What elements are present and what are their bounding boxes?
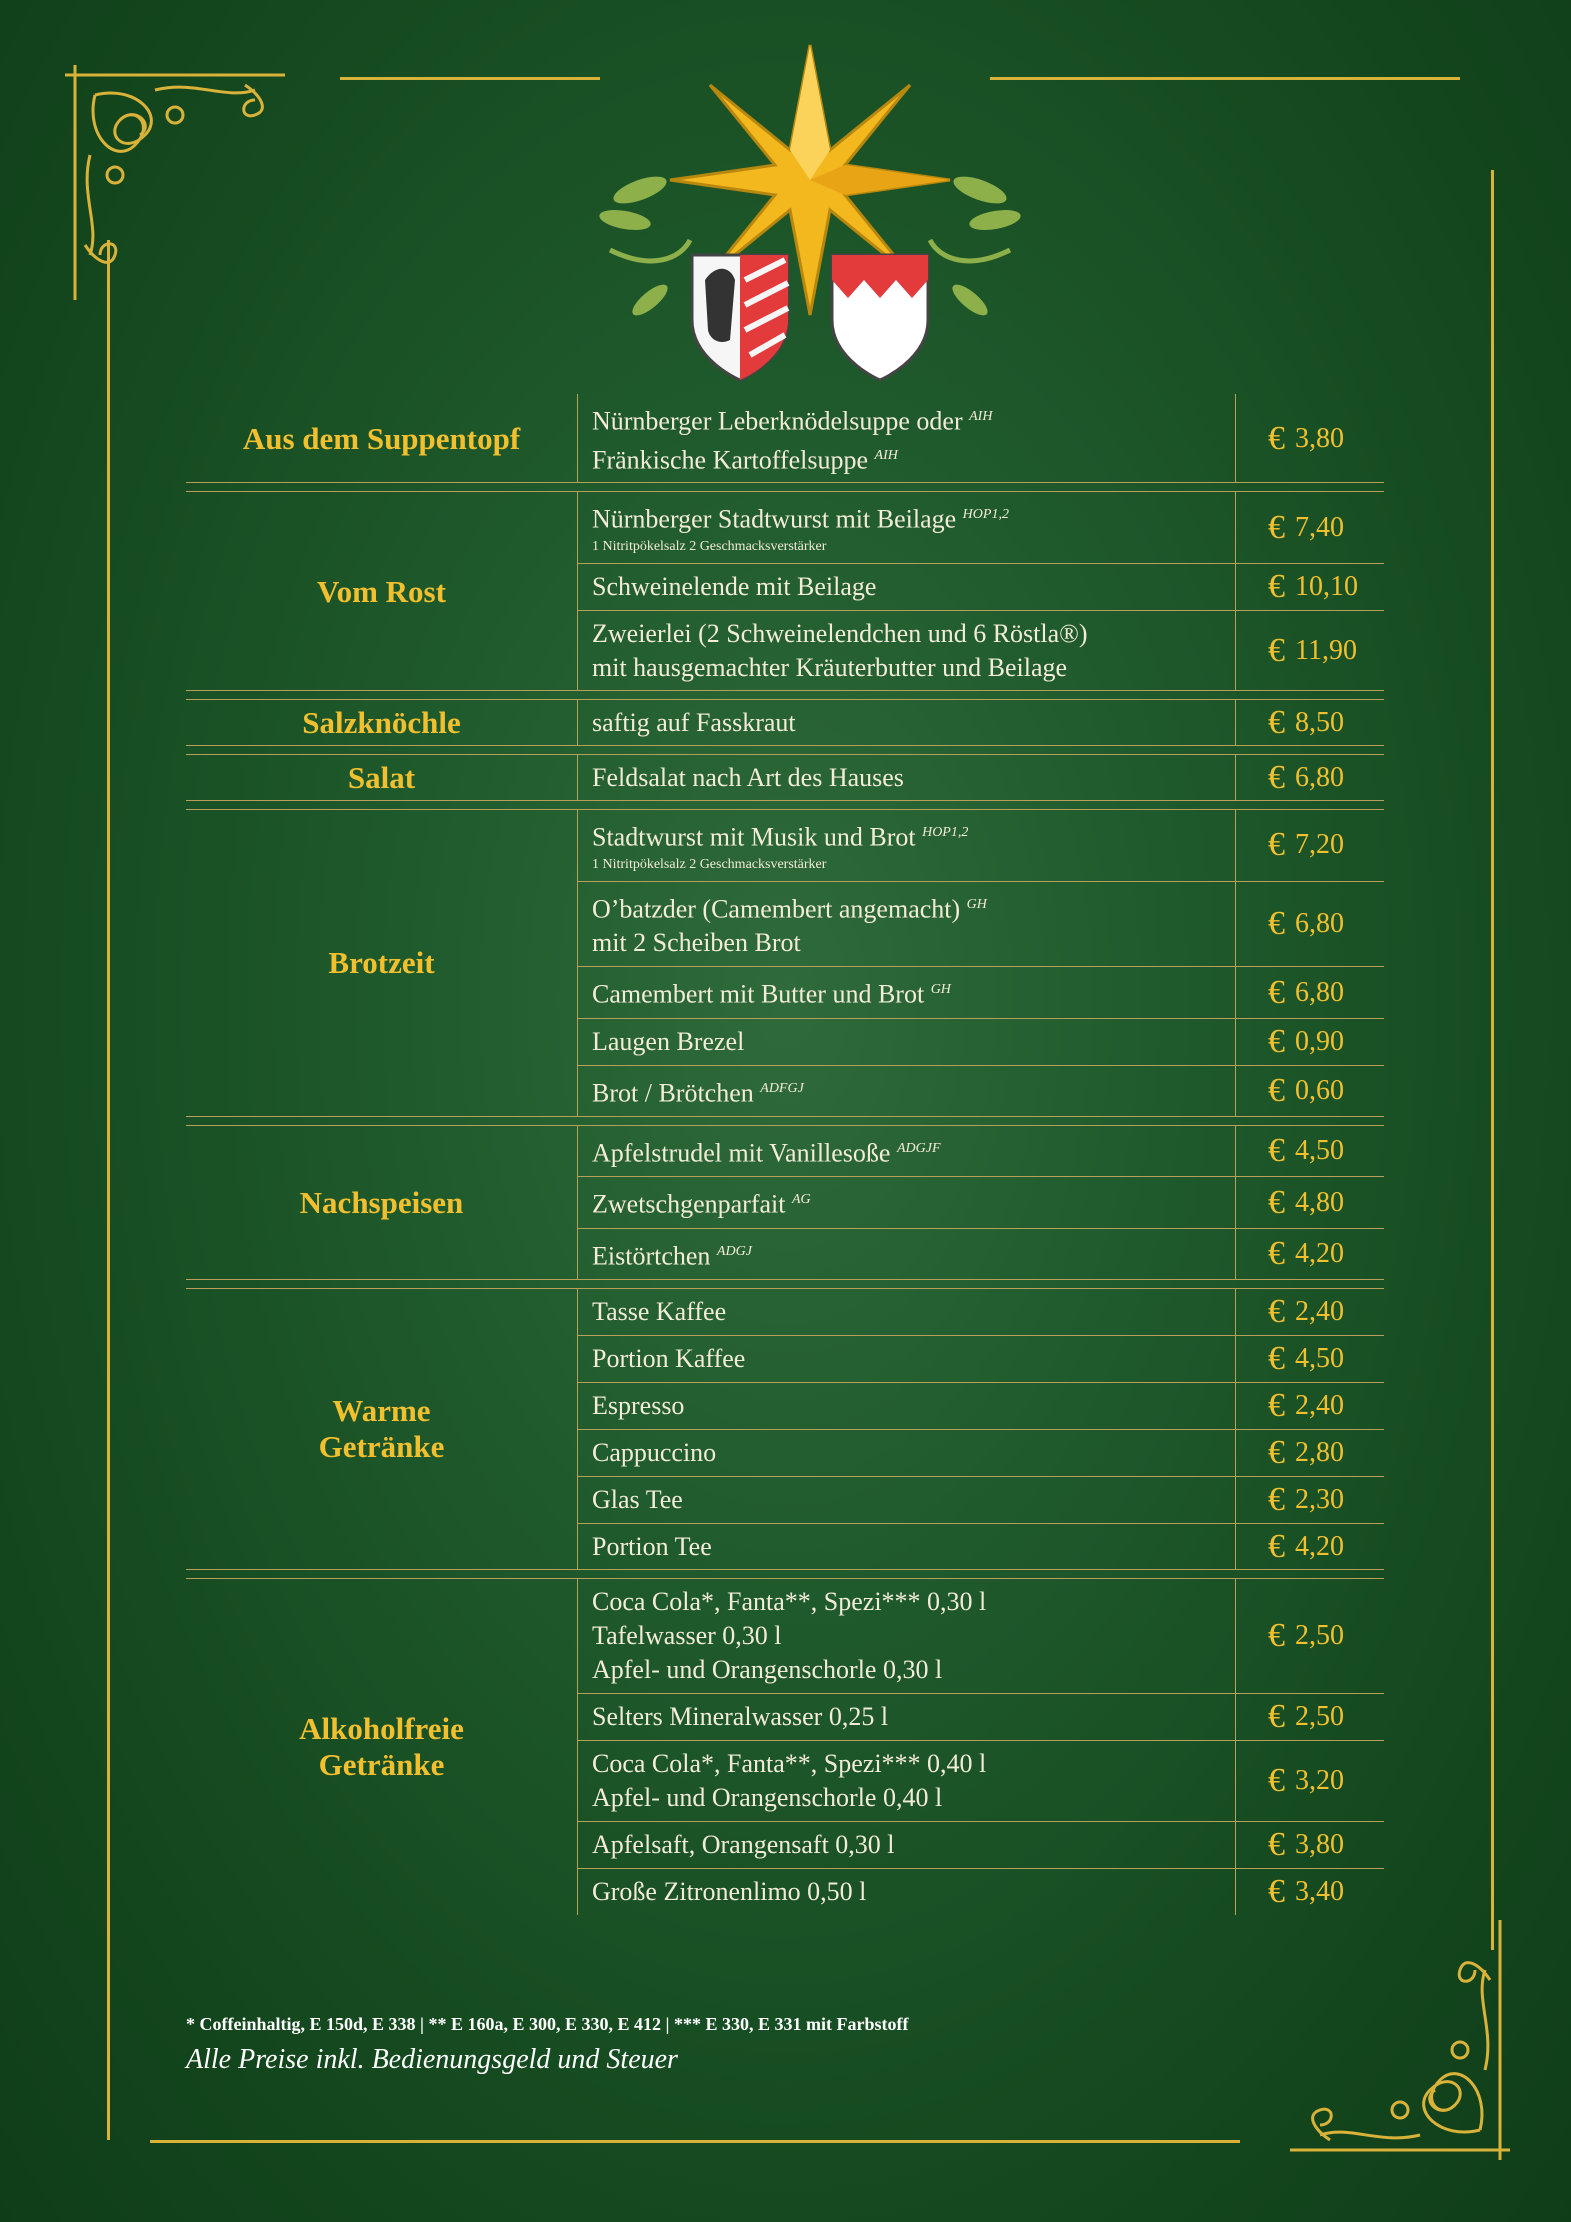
item-text: mit 2 Scheiben Brot — [592, 928, 801, 958]
euro-sign: € — [1268, 1072, 1285, 1110]
item-price — [1236, 810, 1384, 881]
euro-sign: € — [1268, 1183, 1285, 1221]
euro-sign: € — [1268, 758, 1285, 796]
item-price — [1236, 1741, 1384, 1821]
menu-item — [578, 967, 1384, 1019]
item-price — [1236, 1822, 1384, 1868]
item-description — [578, 1477, 1236, 1523]
menu-section — [186, 1288, 1384, 1570]
euro-sign: € — [1268, 1386, 1285, 1424]
menu-item — [578, 1741, 1384, 1822]
allergen-code: AG — [791, 1192, 811, 1208]
menu-item — [578, 1336, 1384, 1383]
price-value: 3,20 — [1295, 1764, 1344, 1796]
menu-item — [578, 611, 1384, 691]
item-text: Feldsalat nach Art des Hauses — [592, 762, 904, 792]
menu-item — [578, 1524, 1384, 1570]
item-price — [1236, 611, 1384, 691]
item-text: Zweierlei (2 Schweinelendchen und 6 Röstla®) — [592, 618, 1088, 648]
category-heading: Salzknöchle — [302, 704, 461, 740]
euro-sign: € — [1268, 826, 1285, 864]
menu-item — [578, 1694, 1384, 1741]
price-value: 3,40 — [1295, 1875, 1344, 1907]
item-text: Fränkische Kartoffelsuppe — [592, 445, 869, 475]
item-price — [1236, 1524, 1384, 1570]
price-value: 2,30 — [1295, 1483, 1344, 1515]
item-description — [578, 882, 1236, 967]
price-value: 2,40 — [1295, 1389, 1344, 1421]
euro-sign: € — [1268, 1235, 1285, 1273]
item-text: Camembert mit Butter und Brot — [592, 979, 925, 1009]
frame-left-line — [107, 240, 110, 2140]
allergen-code: HOP1,2 — [962, 507, 1009, 523]
price-value: 2,50 — [1295, 1700, 1344, 1732]
item-price — [1236, 1579, 1384, 1693]
frame-top-left-line — [340, 77, 600, 80]
menu-item — [578, 1579, 1384, 1694]
frame-right-line — [1491, 170, 1494, 1950]
euro-sign: € — [1268, 1872, 1285, 1910]
allergen-code: ADFGJ — [760, 1080, 804, 1096]
item-price — [1236, 1336, 1384, 1382]
item-text: Coca Cola*, Fanta**, Spezi*** 0,30 l — [592, 1586, 987, 1616]
item-price — [1236, 967, 1384, 1018]
menu-section — [186, 754, 1384, 801]
item-text: Espresso — [592, 1390, 685, 1420]
menu-item — [578, 1066, 1384, 1117]
allergen-code: ADGJF — [896, 1140, 941, 1156]
menu-section — [186, 699, 1384, 746]
menu-item — [578, 1430, 1384, 1477]
menu-item — [578, 810, 1384, 882]
price-value: 6,80 — [1295, 976, 1344, 1008]
euro-sign: € — [1268, 508, 1285, 546]
euro-sign: € — [1268, 1825, 1285, 1863]
euro-sign: € — [1268, 904, 1285, 942]
item-description — [578, 1336, 1236, 1382]
item-text: mit hausgemachter Kräuterbutter und Beilage — [592, 652, 1068, 682]
item-price — [1236, 1869, 1384, 1915]
item-price — [1236, 1177, 1384, 1228]
item-text: Apfel- und Orangenschorle 0,30 l — [592, 1654, 943, 1684]
price-value: 7,20 — [1295, 829, 1344, 861]
price-value: 3,80 — [1295, 1828, 1344, 1860]
menu-item — [578, 1477, 1384, 1524]
item-text: Apfelstrudel mit Vanillesoße — [592, 1138, 891, 1168]
euro-sign: € — [1268, 1131, 1285, 1169]
menu-item — [578, 755, 1384, 801]
item-description — [578, 1177, 1236, 1228]
menu-item — [578, 700, 1384, 746]
price-value: 6,80 — [1295, 761, 1344, 793]
item-price — [1236, 492, 1384, 563]
franconian-shield-icon — [832, 255, 928, 380]
item-text: Tasse Kaffee — [592, 1296, 727, 1326]
item-text: Stadtwurst mit Musik und Brot — [592, 822, 916, 852]
tax-note: Alle Preise inkl. Bedienungsgeld und Steuer — [186, 2044, 678, 2075]
item-text: Brot / Brötchen — [592, 1078, 754, 1108]
item-text: Schweinelende mit Beilage — [592, 571, 877, 601]
item-price — [1236, 1126, 1384, 1177]
item-price — [1236, 1289, 1384, 1335]
euro-sign: € — [1268, 1616, 1285, 1654]
item-description — [578, 1126, 1236, 1177]
allergen-code: HOP1,2 — [922, 824, 969, 840]
item-text: Portion Kaffee — [592, 1343, 746, 1373]
item-text: saftig auf Fasskraut — [592, 707, 796, 737]
price-value: 2,50 — [1295, 1619, 1344, 1651]
euro-sign: € — [1268, 1527, 1285, 1565]
price-value: 2,40 — [1295, 1295, 1344, 1327]
euro-sign: € — [1268, 1480, 1285, 1518]
item-text: Coca Cola*, Fanta**, Spezi*** 0,40 l — [592, 1748, 987, 1778]
menu-item — [578, 1869, 1384, 1915]
item-price — [1236, 394, 1384, 483]
item-text: Zwetschgenparfait — [592, 1189, 786, 1219]
price-value: 10,10 — [1295, 570, 1358, 602]
allergen-code: AIH — [969, 409, 993, 424]
price-value: 4,50 — [1295, 1134, 1344, 1166]
category-heading: Aus dem Suppentopf — [242, 420, 521, 456]
menu-item — [578, 492, 1384, 564]
menu-item — [578, 394, 1384, 483]
item-description — [578, 1869, 1236, 1915]
allergen-code: AIH — [874, 447, 898, 463]
menu-item — [578, 1177, 1384, 1229]
category-heading: Nachspeisen — [299, 1184, 464, 1220]
menu-item — [578, 1019, 1384, 1066]
euro-sign: € — [1268, 1761, 1285, 1799]
item-description — [578, 1066, 1236, 1117]
category-heading: Warme Getränke — [318, 1393, 445, 1465]
item-description — [578, 1524, 1236, 1570]
menu-item — [578, 564, 1384, 611]
menu-item — [578, 882, 1384, 968]
item-text: Glas Tee — [592, 1484, 683, 1514]
item-description — [578, 1289, 1236, 1335]
price-value: 0,60 — [1295, 1075, 1344, 1107]
menu-item — [578, 1289, 1384, 1336]
item-text: Cappuccino — [592, 1437, 717, 1467]
allergen-code: GH — [930, 982, 951, 998]
item-price — [1236, 700, 1384, 746]
item-description — [578, 1229, 1236, 1280]
allergen-code: GH — [966, 896, 987, 912]
item-description — [578, 394, 1236, 483]
emblem-star-and-shields — [580, 40, 1040, 385]
price-value: 4,50 — [1295, 1342, 1344, 1374]
item-price — [1236, 1229, 1384, 1280]
menu-section — [186, 491, 1384, 691]
ornament-corner-top-left-icon — [55, 55, 295, 305]
item-description — [578, 810, 1236, 881]
menu-item — [578, 1126, 1384, 1178]
price-value: 8,50 — [1295, 706, 1344, 738]
menu-section — [186, 1125, 1384, 1280]
item-description — [578, 1430, 1236, 1476]
item-price — [1236, 564, 1384, 610]
item-description — [578, 1383, 1236, 1429]
item-note: 1 Nitritpökelsalz 2 Geschmacksverstärker — [592, 538, 827, 554]
menu-item — [578, 1383, 1384, 1430]
item-description — [578, 1741, 1236, 1821]
item-text: Eistörtchen — [592, 1241, 711, 1271]
item-price — [1236, 1430, 1384, 1476]
item-description — [578, 700, 1236, 746]
euro-sign: € — [1268, 703, 1285, 741]
euro-sign: € — [1268, 631, 1285, 669]
item-text: Laugen Brezel — [592, 1026, 745, 1056]
menu-table — [186, 394, 1384, 1915]
item-text: Große Zitronenlimo 0,50 l — [592, 1876, 867, 1906]
price-value: 3,80 — [1295, 422, 1344, 454]
menu-item — [578, 1822, 1384, 1869]
frame-top-right-line — [990, 77, 1460, 80]
item-text: Portion Tee — [592, 1531, 712, 1561]
price-value: 6,80 — [1295, 907, 1344, 939]
item-description — [578, 611, 1236, 691]
item-price — [1236, 1477, 1384, 1523]
menu-section — [186, 394, 1384, 483]
category-heading: Alkoholfreie Getränke — [299, 1710, 464, 1782]
item-description — [578, 1694, 1236, 1740]
category-heading: Vom Rost — [317, 573, 446, 609]
price-value: 4,80 — [1295, 1186, 1344, 1218]
euro-sign: € — [1268, 1292, 1285, 1330]
item-text: O’batzder (Camembert angemacht) — [592, 894, 961, 924]
item-price — [1236, 1383, 1384, 1429]
item-text: Apfelsaft, Orangensaft 0,30 l — [592, 1829, 895, 1859]
item-text: Tafelwasser 0,30 l — [592, 1620, 782, 1650]
item-note: 1 Nitritpökelsalz 2 Geschmacksverstärker — [592, 856, 827, 872]
ornament-corner-bottom-right-icon — [1280, 1910, 1520, 2170]
price-value: 4,20 — [1295, 1238, 1344, 1270]
euro-sign: € — [1268, 1339, 1285, 1377]
item-description — [578, 1579, 1236, 1693]
item-description — [578, 967, 1236, 1018]
item-price — [1236, 882, 1384, 967]
price-value: 2,80 — [1295, 1436, 1344, 1468]
menu-section — [186, 809, 1384, 1117]
euro-sign: € — [1268, 567, 1285, 605]
allergen-code: ADGJ — [716, 1243, 752, 1259]
price-value: 11,90 — [1295, 634, 1357, 666]
category-heading: Salat — [347, 759, 416, 795]
item-price — [1236, 755, 1384, 801]
item-description — [578, 564, 1236, 610]
item-description — [578, 755, 1236, 801]
menu-section — [186, 1578, 1384, 1915]
price-value: 0,90 — [1295, 1025, 1344, 1057]
frame-bottom-line — [150, 2140, 1240, 2143]
item-text: Apfel- und Orangenschorle 0,40 l — [592, 1782, 943, 1812]
item-description — [578, 492, 1236, 563]
category-heading: Brotzeit — [328, 945, 435, 981]
euro-sign: € — [1268, 1697, 1285, 1735]
euro-sign: € — [1268, 1433, 1285, 1471]
nuremberg-shield-icon — [692, 255, 788, 380]
additives-footnote: * Coffeinhaltig, E 150d, E 338 | ** E 160a, E 300, E 330, E 412 | *** E 330, E 331 mit Farbstoff — [186, 2014, 909, 2034]
menu-item — [578, 1229, 1384, 1280]
item-text: Selters Mineralwasser 0,25 l — [592, 1701, 889, 1731]
item-description — [578, 1019, 1236, 1065]
item-text: Nürnberger Leberknödelsuppe oder — [592, 406, 963, 436]
euro-sign: € — [1268, 419, 1285, 457]
item-price — [1236, 1019, 1384, 1065]
item-description — [578, 1822, 1236, 1868]
item-text: Nürnberger Stadtwurst mit Beilage — [592, 504, 957, 534]
euro-sign: € — [1268, 973, 1285, 1011]
price-value: 7,40 — [1295, 511, 1344, 543]
item-price — [1236, 1694, 1384, 1740]
euro-sign: € — [1268, 1022, 1285, 1060]
item-price — [1236, 1066, 1384, 1117]
price-value: 4,20 — [1295, 1530, 1344, 1562]
